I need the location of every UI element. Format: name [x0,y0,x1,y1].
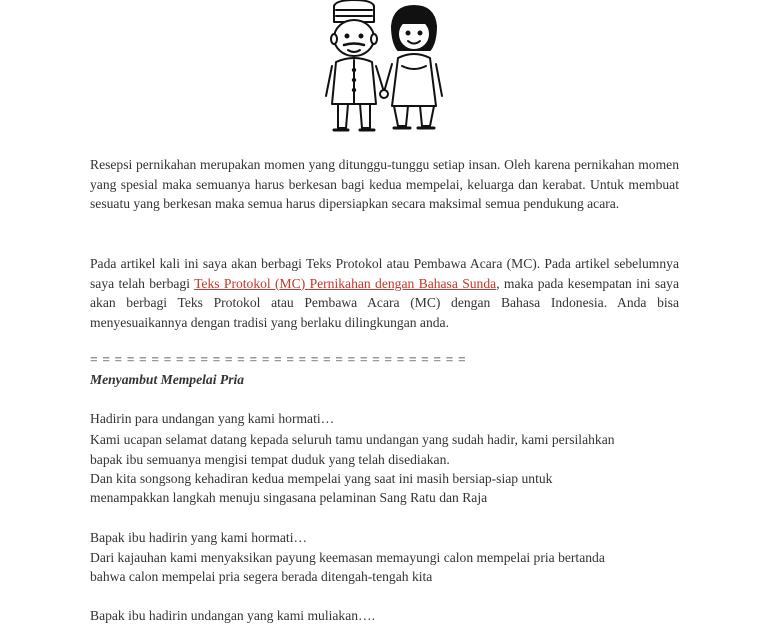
intro-paragraph: Resepsi pernikahan merupakan momen yang ditunggu-tunggu setiap insan. Oleh karena pernikahan momen yang spesial maka semuanya harus berkesan bagi kedua mempelai, keluarga dan kerabat. Untuk membuat sesuatu yang berkesan maka semua harus dipersiapkan secara maksimal semua pendukung acara. [90,157,679,212]
text-line: Hadirin para undangan yang kami hormati… [90,411,335,426]
article-paragraph [90,254,679,332]
article-link[interactable]: Teks Protokol (MC) Pernikahan dengan Bahasa Sunda [194,275,497,291]
paragraph-text-before-link: Pada artikel kali ini saya akan berbagi Teks Protokol atau Pembawa Acara (MC). Pada artikel sebelumnya saya telah berbagi [90,256,679,291]
text-line: bapak ibu semuanya mengisi tempat duduk yang telah disediakan. [90,452,450,467]
paragraph-text-after-link: , maka pada kesempatan ini saya akan berbagi Teks Protokol atau Pembawa Acara (MC) dengan Bahasa Indonesia. Anda bisa menyesuaikannya dengan tradisi yang berlaku dilingkungan anda. [90,275,679,330]
text-line: Bapak ibu hadirin undangan yang kami muliakan…. [90,608,376,623]
wedding-couple-icon [322,0,446,138]
text-line: bahwa calon mempelai pria segera berada ditengah-tengah kita [90,569,433,584]
text-line: Dan kita songsong kehadiran kedua mempelai yang saat ini masih bersiap-siap untuk [90,471,553,486]
text-line: Kami ucapan selamat datang kepada seluruh tamu undangan yang sudah hadir, kami persilahkan [90,432,615,447]
section-separator: = = = = = = = = = = = = = = = = = = = = = = = = = = = = = = = [90,352,467,367]
text-line: Dari kajauhan kami menyaksikan payung keemasan memayungi calon mempelai pria bertanda [90,550,605,565]
text-line: menampakkan langkah menuju singasana pelaminan Sang Ratu dan Raja [90,490,488,505]
text-line: Bapak ibu hadirin yang kami hormati… [90,530,308,545]
section-heading: Menyambut Mempelai Pria [90,372,245,387]
